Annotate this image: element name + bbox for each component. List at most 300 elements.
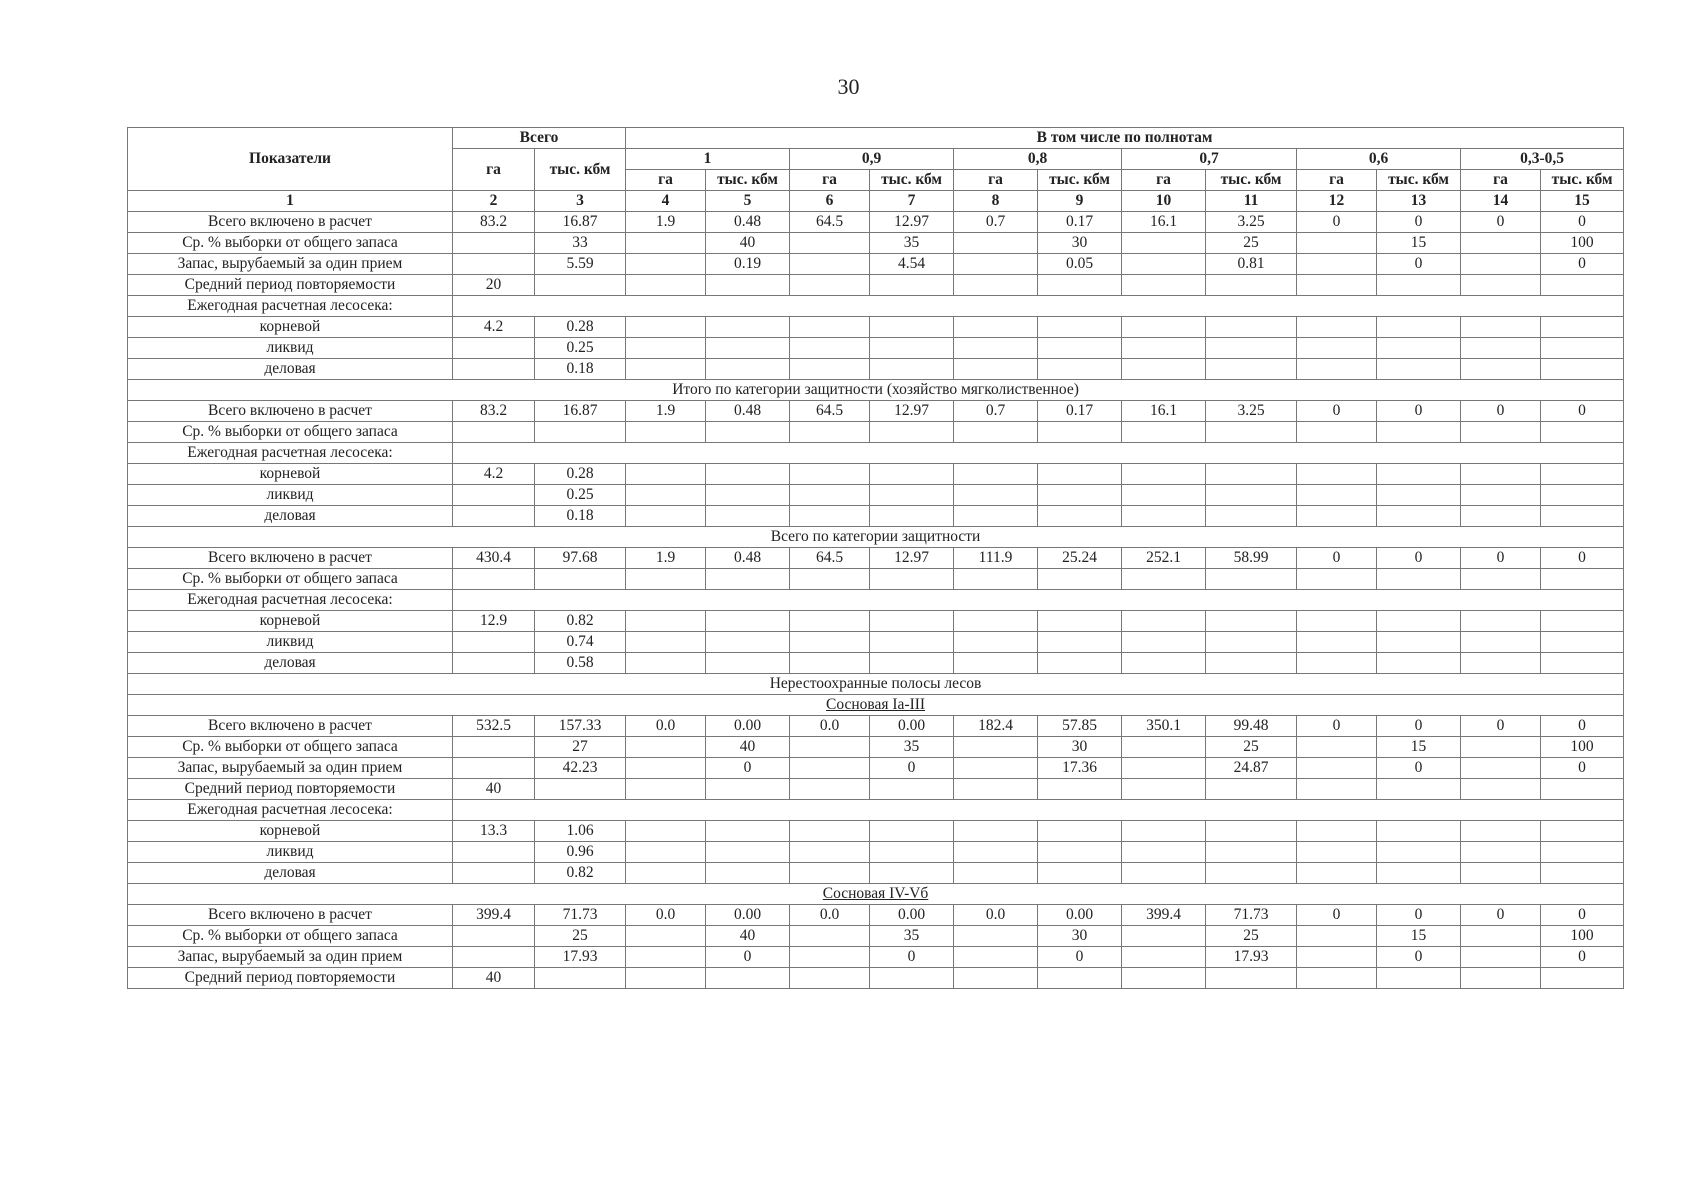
table-cell: 83.2 [453, 401, 535, 422]
table-cell: 0.82 [535, 863, 626, 884]
table-cell: 25.24 [1038, 548, 1122, 569]
header-unit-ha: га [790, 170, 870, 191]
table-cell [1206, 653, 1297, 674]
table-cell [1541, 338, 1624, 359]
table-cell [535, 275, 626, 296]
table-cell: 0.28 [535, 464, 626, 485]
table-cell: 0 [1377, 254, 1461, 275]
table-cell: 0.74 [535, 632, 626, 653]
table-cell: 64.5 [790, 548, 870, 569]
table-cell [1541, 968, 1624, 989]
table-row [128, 905, 1624, 926]
table-cell [626, 233, 706, 254]
table-row [128, 632, 1624, 653]
table-cell [1038, 863, 1122, 884]
table-cell [870, 611, 954, 632]
table-cell [706, 275, 790, 296]
column-number: 1 [128, 191, 453, 212]
table-cell: 0.0 [626, 905, 706, 926]
table-cell [954, 422, 1038, 443]
table-cell: 17.36 [1038, 758, 1122, 779]
table-cell: 58.99 [1206, 548, 1297, 569]
table-cell: 0 [706, 947, 790, 968]
table-cell: 30 [1038, 926, 1122, 947]
table-cell [1122, 422, 1206, 443]
table-cell: 27 [535, 737, 626, 758]
row-label: ликвид [128, 842, 453, 863]
table-cell [954, 485, 1038, 506]
table-cell: 0.00 [1038, 905, 1122, 926]
table-cell [870, 779, 954, 800]
table-cell [954, 842, 1038, 863]
table-cell [954, 947, 1038, 968]
row-label: Средний период повторяемости [128, 275, 453, 296]
forestry-table [127, 127, 1624, 989]
table-cell: 0.7 [954, 401, 1038, 422]
column-number: 3 [535, 191, 626, 212]
table-cell [790, 737, 870, 758]
table-cell [453, 338, 535, 359]
table-cell: 30 [1038, 737, 1122, 758]
table-cell: 399.4 [453, 905, 535, 926]
header-density: 0,9 [790, 149, 954, 170]
table-row [128, 359, 1624, 380]
table-row [128, 254, 1624, 275]
table-cell [626, 653, 706, 674]
row-label: Средний период повторяемости [128, 968, 453, 989]
row-label: Всего включено в расчет [128, 401, 453, 422]
table-cell: 0.25 [535, 485, 626, 506]
table-cell [1122, 611, 1206, 632]
table-cell: 24.87 [1206, 758, 1297, 779]
table-cell [1297, 863, 1377, 884]
row-label: Запас, вырубаемый за один прием [128, 758, 453, 779]
table-cell: 0.82 [535, 611, 626, 632]
table-cell [1541, 317, 1624, 338]
table-cell: 57.85 [1038, 716, 1122, 737]
table-cell [1206, 485, 1297, 506]
table-cell [1038, 506, 1122, 527]
table-cell [1377, 863, 1461, 884]
row-label: деловая [128, 653, 453, 674]
table-cell [1377, 485, 1461, 506]
table-row [128, 947, 1624, 968]
table-cell [1541, 506, 1624, 527]
table-cell [790, 317, 870, 338]
table-cell [870, 632, 954, 653]
table-cell [706, 632, 790, 653]
table-row [128, 590, 1624, 611]
table-cell [1377, 779, 1461, 800]
header-density: 0,8 [954, 149, 1122, 170]
row-label: ликвид [128, 485, 453, 506]
table-cell [1461, 422, 1541, 443]
table-cell: 0 [870, 947, 954, 968]
table-cell [1461, 968, 1541, 989]
table-cell [1038, 464, 1122, 485]
table-row [128, 653, 1624, 674]
table-cell: 157.33 [535, 716, 626, 737]
header-indicators: Показатели [128, 128, 453, 191]
table-cell: 100 [1541, 737, 1624, 758]
table-cell [535, 968, 626, 989]
table-cell: 350.1 [1122, 716, 1206, 737]
table-cell [1038, 842, 1122, 863]
table-cell [790, 506, 870, 527]
table-cell [954, 758, 1038, 779]
table-cell [626, 821, 706, 842]
table-cell [1122, 254, 1206, 275]
table-cell [1461, 842, 1541, 863]
table-cell [1541, 842, 1624, 863]
table-cell [954, 464, 1038, 485]
table-cell [1297, 254, 1377, 275]
table-cell: 0.00 [706, 716, 790, 737]
table-cell: 17.93 [535, 947, 626, 968]
column-number: 6 [790, 191, 870, 212]
table-cell [1122, 359, 1206, 380]
table-cell: 1.9 [626, 212, 706, 233]
table-cell [453, 359, 535, 380]
table-cell [1122, 779, 1206, 800]
row-label: Ежегодная расчетная лесосека: [128, 590, 453, 611]
table-cell [1541, 653, 1624, 674]
table-cell [870, 359, 954, 380]
table-cell [870, 317, 954, 338]
table-cell [453, 758, 535, 779]
header-unit-ha: га [1461, 170, 1541, 191]
header-unit-m3: тыс. кбм [706, 170, 790, 191]
table-cell [626, 317, 706, 338]
table-cell [790, 422, 870, 443]
table-row [128, 212, 1624, 233]
table-cell: 0.00 [870, 905, 954, 926]
row-label: Ежегодная расчетная лесосека: [128, 296, 453, 317]
row-label: Запас, вырубаемый за один прием [128, 254, 453, 275]
table-cell [1541, 275, 1624, 296]
table-cell [1206, 422, 1297, 443]
table-cell: 1.06 [535, 821, 626, 842]
table-cell [626, 842, 706, 863]
table-cell: 0 [1541, 212, 1624, 233]
table-cell: 0.48 [706, 548, 790, 569]
table-cell [706, 422, 790, 443]
table-cell: 4.2 [453, 317, 535, 338]
table-cell: 0 [1461, 905, 1541, 926]
table-cell: 25 [1206, 737, 1297, 758]
table-cell: 0.28 [535, 317, 626, 338]
table-row [128, 296, 1624, 317]
table-cell [954, 611, 1038, 632]
table-cell [1038, 968, 1122, 989]
row-label: Ежегодная расчетная лесосека: [128, 800, 453, 821]
table-cell: 0.81 [1206, 254, 1297, 275]
table-cell: 35 [870, 926, 954, 947]
table-cell: 0 [1541, 254, 1624, 275]
table-cell: 4.54 [870, 254, 954, 275]
table-cell: 12.97 [870, 212, 954, 233]
table-cell [1206, 863, 1297, 884]
table-cell: 0 [1541, 905, 1624, 926]
table-cell [1541, 611, 1624, 632]
table-cell: 71.73 [1206, 905, 1297, 926]
row-label: Запас, вырубаемый за один прием [128, 947, 453, 968]
header-unit-ha: га [626, 170, 706, 191]
empty-span [453, 590, 1624, 611]
table-cell [1122, 317, 1206, 338]
table-cell: 97.68 [535, 548, 626, 569]
column-number: 8 [954, 191, 1038, 212]
table-cell [870, 485, 954, 506]
table-cell: 0.0 [790, 905, 870, 926]
table-cell [790, 947, 870, 968]
table-cell: 100 [1541, 233, 1624, 254]
table-cell [1461, 737, 1541, 758]
table-cell [1206, 821, 1297, 842]
table-row [128, 758, 1624, 779]
table-cell [1122, 233, 1206, 254]
table-cell [1122, 485, 1206, 506]
table-row [128, 443, 1624, 464]
table-cell [1461, 611, 1541, 632]
table-cell [453, 863, 535, 884]
table-cell: 0.48 [706, 401, 790, 422]
table-cell: 0.0 [626, 716, 706, 737]
table-cell: 1.9 [626, 401, 706, 422]
table-cell: 0 [1461, 212, 1541, 233]
table-cell [706, 779, 790, 800]
table-row [128, 611, 1624, 632]
table-cell [1377, 611, 1461, 632]
table-cell: 0.0 [954, 905, 1038, 926]
table-row [128, 380, 1624, 401]
table-cell [626, 422, 706, 443]
table-cell: 0.25 [535, 338, 626, 359]
table-cell [1297, 779, 1377, 800]
table-cell [1297, 569, 1377, 590]
table-cell: 12.97 [870, 548, 954, 569]
table-cell [790, 968, 870, 989]
table-cell: 25 [535, 926, 626, 947]
row-label: деловая [128, 506, 453, 527]
table-cell [626, 275, 706, 296]
row-label: Ежегодная расчетная лесосека: [128, 443, 453, 464]
table-cell [1038, 485, 1122, 506]
table-cell [1461, 317, 1541, 338]
table-cell [453, 926, 535, 947]
table-cell: 99.48 [1206, 716, 1297, 737]
table-cell [1541, 779, 1624, 800]
table-cell [453, 737, 535, 758]
row-label: Ср. % выборки от общего запаса [128, 422, 453, 443]
table-cell [1038, 632, 1122, 653]
table-cell: 20 [453, 275, 535, 296]
table-row [128, 401, 1624, 422]
table-row [128, 548, 1624, 569]
row-label: Ср. % выборки от общего запаса [128, 926, 453, 947]
table-cell [870, 569, 954, 590]
table-cell [1377, 359, 1461, 380]
table-cell [1461, 926, 1541, 947]
header-including: В том числе по полнотам [626, 128, 1624, 149]
table-cell [870, 506, 954, 527]
table-cell [626, 779, 706, 800]
table-cell [1377, 842, 1461, 863]
table-cell: 42.23 [535, 758, 626, 779]
table-cell: 15 [1377, 737, 1461, 758]
table-cell: 430.4 [453, 548, 535, 569]
table-cell: 0 [1461, 548, 1541, 569]
row-label: корневой [128, 464, 453, 485]
table-cell [626, 485, 706, 506]
table-cell [954, 653, 1038, 674]
table-cell: 182.4 [954, 716, 1038, 737]
table-cell [1461, 569, 1541, 590]
table-cell [1297, 317, 1377, 338]
table-cell: 0 [1461, 401, 1541, 422]
table-cell [1297, 842, 1377, 863]
header-density: 0,7 [1122, 149, 1297, 170]
table-cell: 25 [1206, 926, 1297, 947]
table-cell: 0 [1377, 758, 1461, 779]
table-cell [706, 338, 790, 359]
table-cell: 40 [706, 233, 790, 254]
table-cell: 0.00 [870, 716, 954, 737]
table-cell [1461, 821, 1541, 842]
table-cell [954, 338, 1038, 359]
table-cell [870, 821, 954, 842]
table-cell [1206, 632, 1297, 653]
table-cell [1122, 275, 1206, 296]
table-cell [1122, 968, 1206, 989]
column-number: 13 [1377, 191, 1461, 212]
row-label: Всего включено в расчет [128, 716, 453, 737]
table-cell [626, 737, 706, 758]
table-cell [790, 779, 870, 800]
table-cell: 25 [1206, 233, 1297, 254]
section-heading: Итого по категории защитности (хозяйство мягколиственное) [128, 380, 1624, 401]
table-cell: 12.9 [453, 611, 535, 632]
row-label: Всего включено в расчет [128, 905, 453, 926]
table-cell [626, 254, 706, 275]
table-cell [1122, 947, 1206, 968]
table-cell [706, 485, 790, 506]
table-cell: 0 [1038, 947, 1122, 968]
table-cell [1038, 338, 1122, 359]
table-cell [1297, 611, 1377, 632]
table-cell [1038, 653, 1122, 674]
table-cell [790, 821, 870, 842]
row-label: ликвид [128, 338, 453, 359]
table-cell [1206, 611, 1297, 632]
table-row [128, 233, 1624, 254]
row-label: Ср. % выборки от общего запаса [128, 569, 453, 590]
table-cell [954, 968, 1038, 989]
table-cell: 30 [1038, 233, 1122, 254]
table-cell [1297, 926, 1377, 947]
row-label: Всего включено в расчет [128, 548, 453, 569]
table-cell: 252.1 [1122, 548, 1206, 569]
table-cell: 5.59 [535, 254, 626, 275]
table-cell [870, 422, 954, 443]
table-cell [1038, 317, 1122, 338]
table-cell: 0 [1541, 548, 1624, 569]
header-unit-m3: тыс. кбм [870, 170, 954, 191]
table-cell [1297, 506, 1377, 527]
table-row [128, 275, 1624, 296]
row-label: корневой [128, 611, 453, 632]
table-cell: 0.17 [1038, 401, 1122, 422]
table-cell [790, 863, 870, 884]
table-cell: 16.1 [1122, 212, 1206, 233]
table-cell [1297, 422, 1377, 443]
section-heading: Сосновая Ia-III [128, 695, 1624, 716]
table-cell [706, 464, 790, 485]
table-cell [1297, 275, 1377, 296]
table-cell [626, 863, 706, 884]
table-cell: 4.2 [453, 464, 535, 485]
table-cell [1297, 947, 1377, 968]
table-cell: 40 [706, 737, 790, 758]
table-cell [1297, 737, 1377, 758]
table-row [128, 422, 1624, 443]
table-cell [790, 275, 870, 296]
table-cell [1122, 737, 1206, 758]
table-row [128, 800, 1624, 821]
table-cell: 33 [535, 233, 626, 254]
table-cell [1122, 569, 1206, 590]
table-cell: 0 [1377, 716, 1461, 737]
table-cell [870, 275, 954, 296]
table-cell [1297, 485, 1377, 506]
table-cell [790, 632, 870, 653]
table-cell [453, 632, 535, 653]
header-unit-ha: га [954, 170, 1038, 191]
column-number: 5 [706, 191, 790, 212]
column-number: 7 [870, 191, 954, 212]
table-cell [1206, 506, 1297, 527]
table-cell: 12.97 [870, 401, 954, 422]
table-cell [453, 842, 535, 863]
column-number: 10 [1122, 191, 1206, 212]
table-cell: 0 [1541, 758, 1624, 779]
table-cell [1297, 758, 1377, 779]
table-cell [626, 464, 706, 485]
header-density: 0,3-0,5 [1461, 149, 1624, 170]
table-cell [706, 359, 790, 380]
table-cell: 0.00 [706, 905, 790, 926]
table-cell [954, 254, 1038, 275]
column-number: 14 [1461, 191, 1541, 212]
table-cell: 64.5 [790, 401, 870, 422]
table-cell: 35 [870, 233, 954, 254]
table-cell [954, 737, 1038, 758]
table-cell [1206, 317, 1297, 338]
table-cell [954, 233, 1038, 254]
table-cell [1038, 611, 1122, 632]
table-cell: 16.87 [535, 212, 626, 233]
table-cell: 100 [1541, 926, 1624, 947]
row-label: корневой [128, 821, 453, 842]
table-cell: 0 [1541, 947, 1624, 968]
header-unit-m3: тыс. кбм [1038, 170, 1122, 191]
table-cell [1461, 758, 1541, 779]
table-cell [453, 254, 535, 275]
table-row [128, 527, 1624, 548]
table-cell: 0.05 [1038, 254, 1122, 275]
header-unit-ha: га [1297, 170, 1377, 191]
table-cell [1038, 779, 1122, 800]
